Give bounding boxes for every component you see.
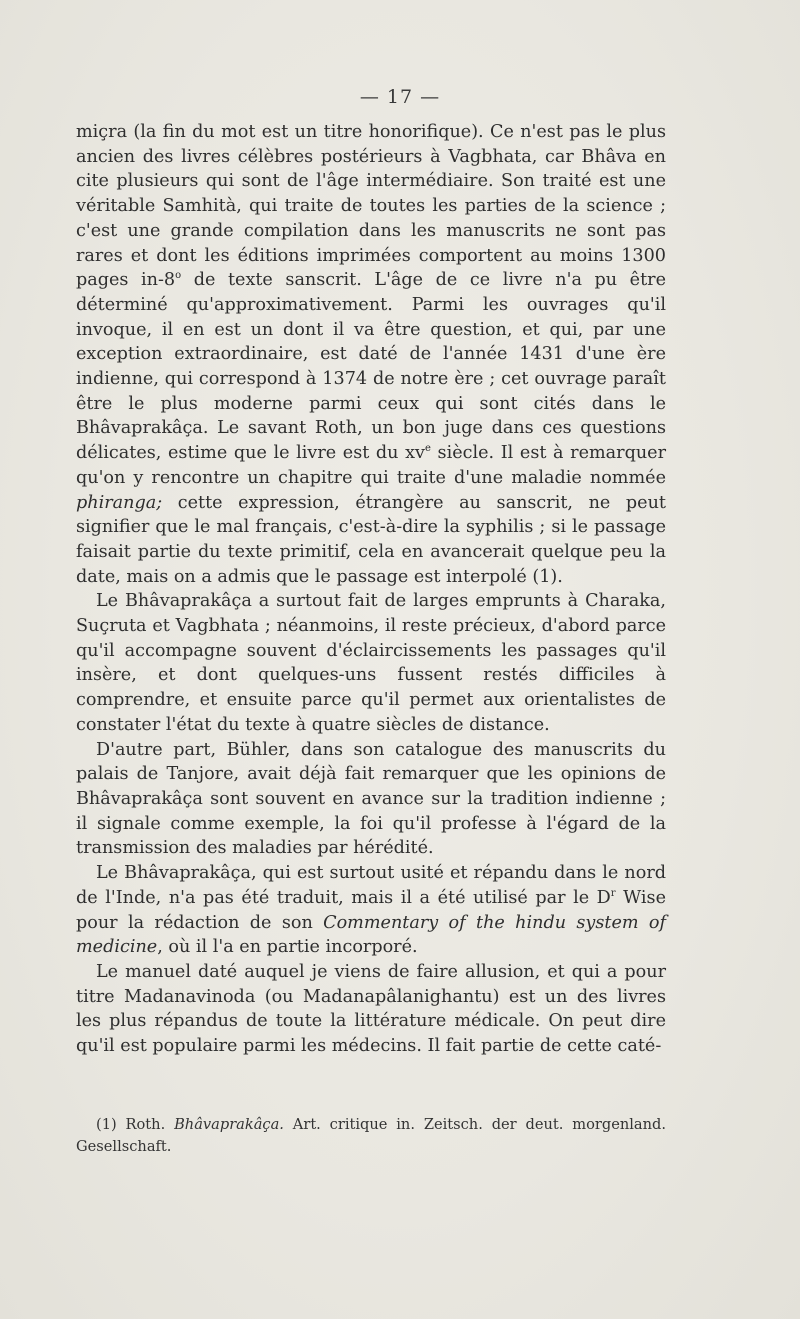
text-segment: cette expression, étrangère au sanscrit, ne peut signifier que le mal français, c'est-à-dire la syphilis ; si le passage faisait partie du texte primitif, cela en avancerait quelque peu la date, mais on a admis que le passage est interpolé (1). bbox=[76, 492, 666, 587]
footnote bbox=[76, 1114, 666, 1158]
italic-text: Bhâvaprakâça. bbox=[174, 1116, 284, 1133]
text-segment: de texte sanscrit. L'âge de ce livre n'a pu être déterminé qu'approximativement. Parmi les ouvrages qu'il invoque, il en est un dont il va être question, et qui, par une exception extraordinaire, est daté de l'année 1431 d'une ère indienne, qui correspond à 1374 de notre ère ; cet ouvrage paraît être le plus moderne parmi ceux qui sont cités dans le Bhâvaprakâça. Le savant Roth, un bon juge dans ces questions délicates, estime que le livre est du xv bbox=[76, 270, 666, 464]
superscript: e bbox=[425, 443, 431, 455]
italic-text: Commentary of the hindu system of medicine bbox=[76, 912, 666, 958]
text-segment: Le Bhâvaprakâça, qui est surtout usité et répandu dans le nord de l'Inde, n'a pas été traduit, mais il a été utilisé par le D bbox=[76, 863, 666, 908]
text-segment: Le manuel daté auquel je viens de faire allusion, et qui a pour titre Madanavinoda (ou Madanapâlanighantu) est un des livres les plus répandus de toute la littérature médicale. On peut dire qu'il est populaire parmi les médecins. Il fait partie de cette caté- bbox=[76, 961, 666, 1057]
text-segment: D'autre part, Bühler, dans son catalogue des manuscrits du palais de Tanjore, avait déjà fait remarquer que les opinions de Bhâvaprakâça sont souvent en avance sur la tradition indienne ; il signale comme exemple, la foi qu'il professe à l'égard de la transmission des maladies par hérédité. bbox=[76, 739, 666, 859]
footnote-paragraph bbox=[76, 1114, 666, 1158]
page-number: — 17 — bbox=[359, 86, 441, 108]
text-segment: , où il l'a en partie incorporé. bbox=[157, 937, 418, 958]
text-segment: Wise pour la rédaction de son bbox=[76, 887, 666, 933]
text-segment: miçra (la fin du mot est un titre honorifique). Ce n'est pas le plus ancien des livres célèbres postérieurs à Vagbhata, car Bhâva en cite plusieurs qui sont de l'âge intermédiaire. Son traité est une véritable Samhità, qui traite de toutes les parties de la science ; c'est une grande compilation dans les manuscrits ne sont pas rares et dont les éditions imprimées comportent au moins 1300 pages in-8 bbox=[76, 122, 666, 291]
text-segment: (1) Roth. bbox=[96, 1116, 175, 1133]
paragraph-p5 bbox=[76, 960, 666, 1059]
body-text bbox=[76, 120, 666, 1059]
paragraph-p1 bbox=[76, 120, 666, 589]
text-segment: Art. critique in. Zeitsch. der deut. morgenland. Gesellschaft. bbox=[76, 1116, 666, 1155]
italic-text: phiranga; bbox=[76, 492, 163, 513]
paragraph-p3 bbox=[76, 738, 666, 862]
paragraph-p4 bbox=[76, 861, 666, 960]
paragraph-p2 bbox=[76, 589, 666, 737]
text-segment: siècle. Il est à remarquer qu'on y rencontre un chapitre qui traite d'une maladie nommée bbox=[76, 443, 666, 488]
text-segment: Le Bhâvaprakâça a surtout fait de larges emprunts à Charaka, Suçruta et Vagbhata ; néanmoins, il reste précieux, d'abord parce qu'il accompagne souvent d'éclaircissements les passages qu'il insère, et dont quelques-uns fussent restés difficiles à comprendre, et ensuite parce qu'il permet aux orientalistes de constater l'état du texte à quatre siècles de distance. bbox=[76, 591, 666, 735]
superscript: r bbox=[610, 887, 616, 899]
superscript: o bbox=[175, 270, 182, 282]
